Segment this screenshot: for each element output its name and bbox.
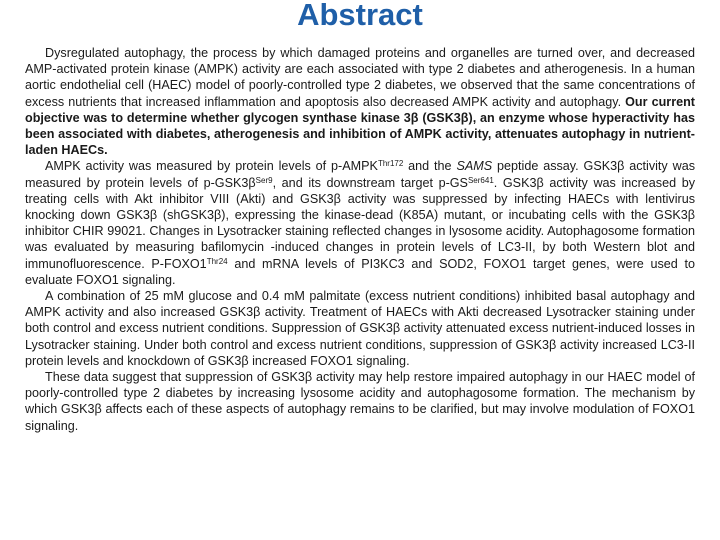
superscript-thr172: Thr172	[377, 159, 404, 169]
paragraph-methods	[25, 158, 695, 288]
abstract-body	[25, 45, 695, 434]
page-title: Abstract	[297, 0, 423, 32]
methods-text-f: and mRNA levels of PI3KC3 and SOD2, FOXO1 target genes, were used to evaluate FOXO1 signaling.	[25, 256, 695, 287]
methods-text-e: . GSK3β activity was increased by treating cells with Akt inhibitor VIII (Akti) and GSK3β activity was suppressed by infecting HAECs with lentivirus knocking down GSK3β (shGSK3β), expressing the kinase-dead (K85A) mutant, or incubating cells with the GSK3β inhibitor CHIR 99021. Changes in Lysotracker staining reflected changes in lysosome acidity. Autophagosome formation was evaluated by measuring bafilomycin -induced changes in protein levels of LC3-II, by both Western blot and immunofluorescence. P-FOXO1	[25, 175, 695, 271]
methods-text-d: , and its downstream target p-GS	[272, 175, 468, 190]
methods-text-b: and the	[403, 159, 457, 174]
superscript-ser9: Ser9	[255, 175, 273, 185]
paragraph-results: A combination of 25 mM glucose and 0.4 mM palmitate (excess nutrient conditions) inhibited basal autophagy and AMPK activity and also increased GSK3β activity. Treatment of HAECs with Akti decreased Lysotracker staining under both control and excess nutrient conditions. Suppression of GSK3β activity attenuated excess nutrient-induced losses in Lysotracker staining. Under both control and excess nutrient conditions, suppression of GSK3β activity increased LC3-II protein levels and knockdown of GSK3β increased FOXO1 signaling.	[25, 289, 695, 368]
superscript-thr24: Thr24	[206, 256, 228, 266]
paragraph-background	[25, 45, 695, 158]
methods-text-c: peptide assay. GSK3β activity was measured by protein levels of p-GSK3β	[25, 159, 695, 190]
paragraph-conclusion: These data suggest that suppression of GSK3β activity may help restore impaired autophagy in our HAEC model of poorly-controlled type 2 diabetes by increasing lysosome acidity and autophagosome formation. The mechanism by which GSK3β affects each of these aspects of autophagy remains to be clarified, but may involve modulation of FOXO1 signaling.	[25, 370, 695, 433]
sams-italic: SAMS	[456, 159, 493, 174]
methods-text-a: AMPK activity was measured by protein levels of p-AMPK	[45, 159, 378, 174]
background-text: Dysregulated autophagy, the process by which damaged proteins and organelles are turned over, and decreased AMP-activated protein kinase (AMPK) activity are each associated with type 2 diabetes and atherogenesis. In a human aortic endothelial cell (HAEC) model of poorly-controlled type 2 diabetes, we observed that the same concentrations of excess nutrients that increased inflammation and apoptosis also decreased AMPK activity and autophagy.	[25, 46, 695, 109]
superscript-ser641: Ser641	[467, 175, 494, 185]
objective-text: Our current objective was to determine whether glycogen synthase kinase 3β (GSK3β), an enzyme whose hyperactivity has been associated with diabetes, atherogenesis and inhibition of AMPK activity, attenuates autophagy in nutrient-laden HAECs.	[25, 94, 695, 158]
